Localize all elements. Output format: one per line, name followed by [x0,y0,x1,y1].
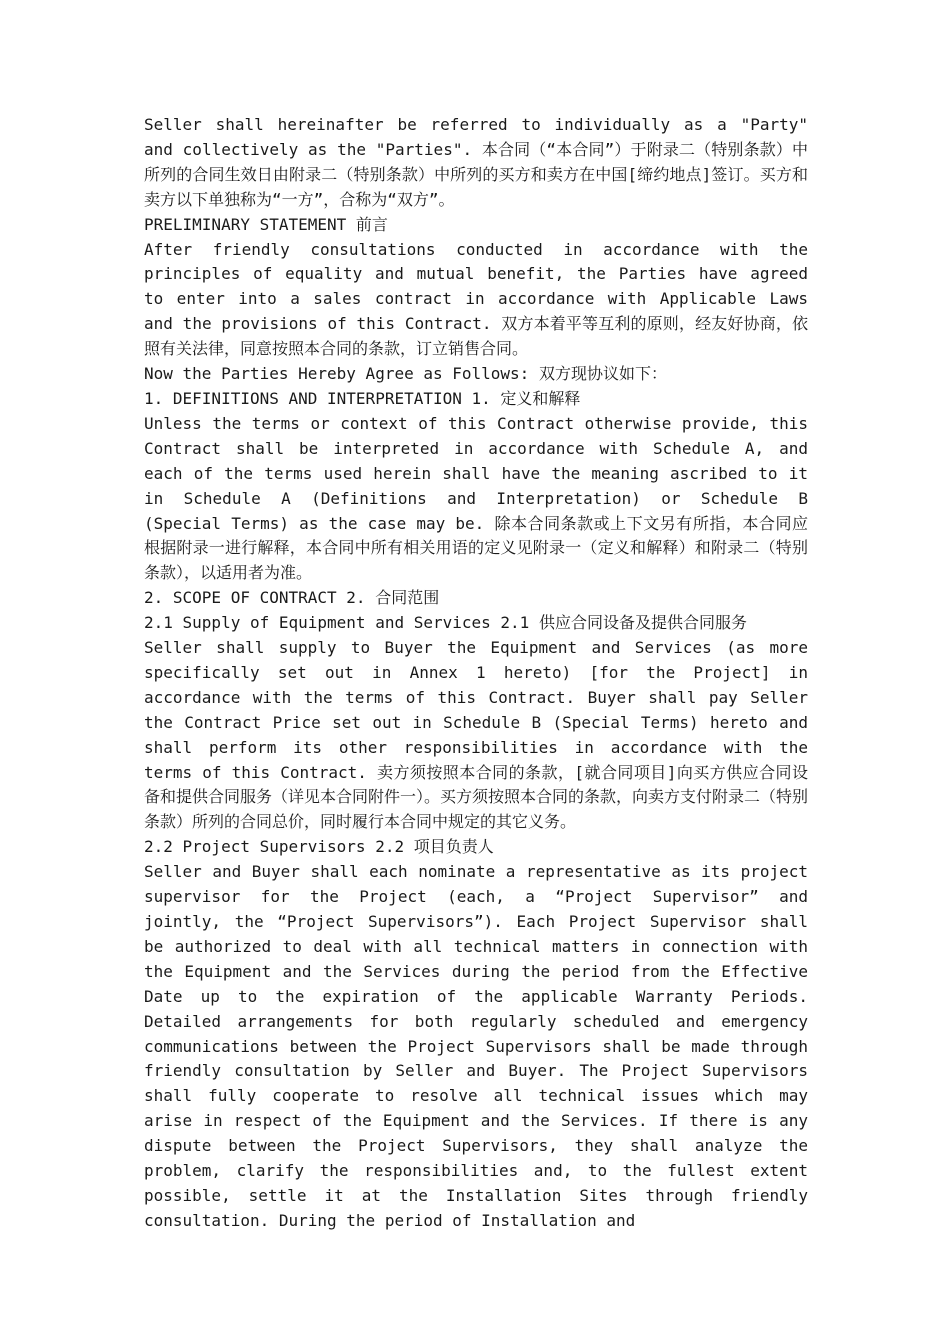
agreement-intro: Now the Parties Hereby Agree as Follows: 双方现协议如下： [144,364,667,384]
section-2-2-heading: 2.2 Project Supervisors 2.2 项目负责人 [144,837,494,857]
section-2-1-paragraph: Seller shall supply to Buyer the Equipment and Services (as more specifically set out in Annex 1 hereto) [for the Project] in accordance with the terms of this Contract. Buyer shall pay Seller the Contract Price set out in Schedule B (Special Terms) hereto and shall perform its other responsibilities in accordance with the terms of this Contract. 卖方须按照本合同的条款，[就合同项目]向买方供应合同设备和提供合同服务（详见本合同附件一）。买方须按照本合同的条款，向卖方支付附录二（特别条款）所列的合同总价，同时履行本合同中规定的其它义务。 [144,638,809,832]
section-1-heading: 1. DEFINITIONS AND INTERPRETATION 1. 定义和解释 [144,388,581,408]
section-1-paragraph: Unless the terms or context of this Contract otherwise provide, this Contract shall be interpreted in accordance with Schedule A, and each of the terms used herein shall have the meaning ascribed to it in Schedule A (Definitions and Interpretation) or Schedule B (Special Terms) as the case may be. 除本合同条款或上下文另有所指，本合同应根据附录一进行解释，本合同中所有相关用语的定义见附录一（定义和解释）和附录二（特别条款），以适用者为准。 [144,413,808,583]
preliminary-statement-paragraph: After friendly consultations conducted in accordance with the principles of equality and mutual benefit, the Parties have agreed to enter into a sales contract in accordance with Applicable Laws and the provisions of this Contract. 双方本着平等互利的原则，经友好协商，依照有关法律，同意按照本合同的条款，订立销售合同。 [144,239,808,359]
preliminary-statement-heading: PRELIMINARY STATEMENT 前言 [144,214,388,234]
document-page [144,113,808,1234]
section-2-1-heading: 2.1 Supply of Equipment and Services 2.1 供应合同设备及提供合同服务 [144,613,747,633]
parties-paragraph: Seller shall hereinafter be referred to individually as a "Party" and collectively as the "Parties". 本合同（“本合同”）于附录二（特别条款）中所列的合同生效日由附录二（特别条款）中所列的买方和卖方在中国[缔约地点]签订。买方和卖方以下单独称为“一方”，合称为“双方”。 [144,115,808,209]
section-2-heading: 2. SCOPE OF CONTRACT 2. 合同范围 [144,588,440,608]
section-2-2-paragraph: Seller and Buyer shall each nominate a representative as its project supervisor for the Project (each, a “Project Supervisor” and jointly, the “Project Supervisors”). Each Project Supervisor shall be authorized to deal with all technical matters in connection with the Equipment and the Services during the period from the Effective Date up to the expiration of the applicable Warranty Periods. Detailed arrangements for both regularly scheduled and emergency communications between the Project Supervisors shall be made through friendly consultation by Seller and Buyer. The Project Supervisors shall fully cooperate to resolve all technical issues which may arise in respect of the Equipment and the Services. If there is any dispute between the Project Supervisors, they shall analyze the problem, clarify the responsibilities and, to the fullest extent possible, settle it at the Installation Sites through friendly consultation. During the period of Installation and [144,862,808,1230]
